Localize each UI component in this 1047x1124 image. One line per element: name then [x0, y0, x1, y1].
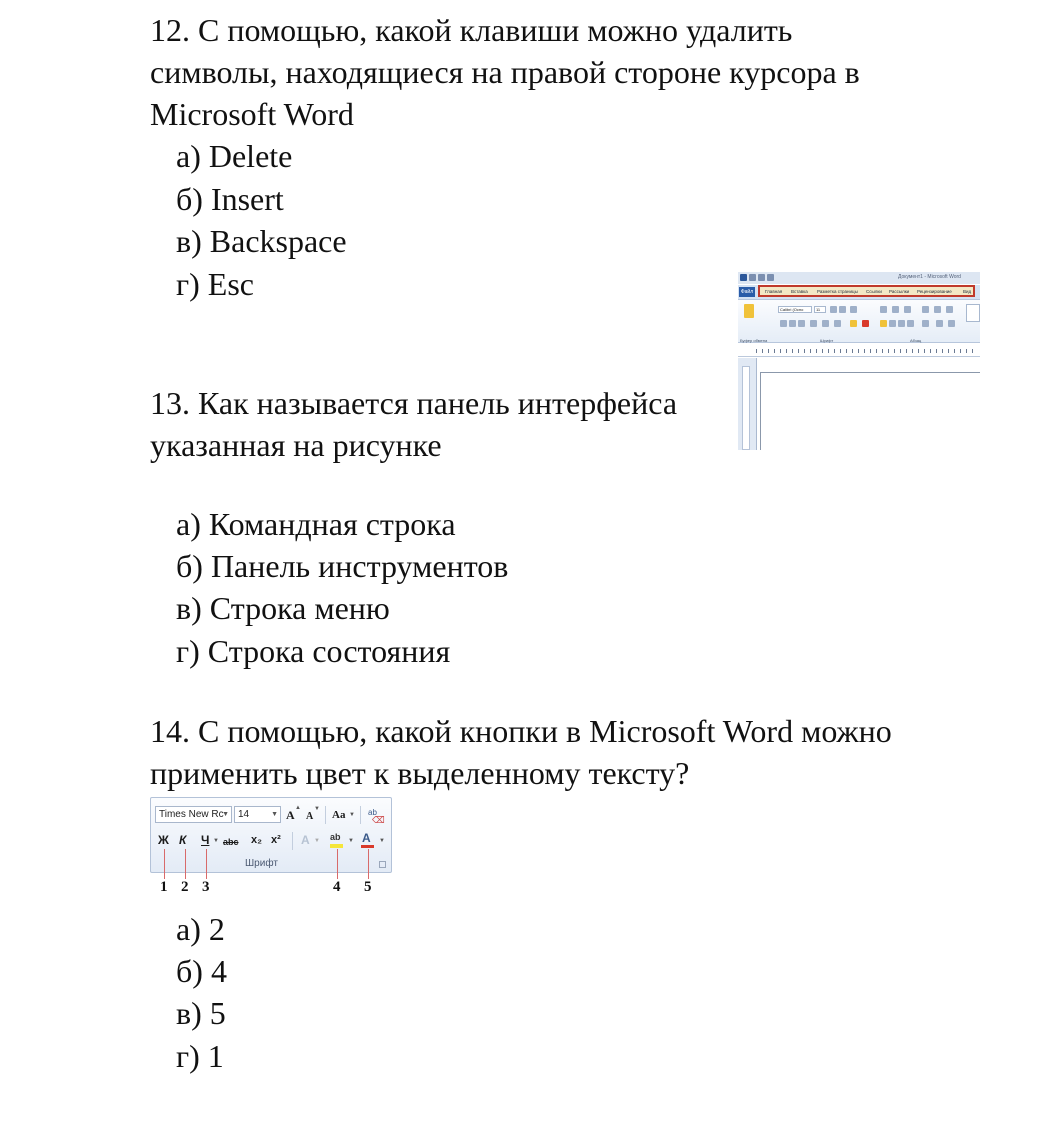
chevron-down-icon: ▼ [349, 812, 355, 818]
borders-icon [948, 320, 955, 327]
group-font-label: Шрифт [820, 338, 834, 343]
q13-option-a: а) Командная строка [176, 506, 456, 542]
chevron-down-icon: ▼ [222, 811, 229, 818]
label-leader-2 [185, 849, 186, 879]
change-case-icon: Aa [332, 809, 346, 821]
font-color-bar [361, 845, 374, 848]
eraser-icon: ⌫ [372, 815, 385, 825]
subscript-icon [822, 320, 829, 327]
shading-icon [936, 320, 943, 327]
italic-icon [789, 320, 796, 327]
q14-option-b: б) 4 [176, 953, 227, 989]
q12-option-d: г) Esc [176, 266, 254, 302]
q14-option-c: в) 5 [176, 995, 226, 1031]
subscript-button-icon: x₂ [251, 834, 263, 846]
tab-mailings: Рассылки [889, 289, 910, 294]
label-1: 1 [160, 879, 168, 895]
strikethrough-icon [810, 320, 817, 327]
document-page-corner [760, 372, 980, 450]
bullets-icon [880, 306, 887, 313]
tab-references: Ссылки [866, 289, 882, 294]
q13-option-b: б) Панель инструментов [176, 548, 509, 584]
shrink-font-icon [839, 306, 846, 313]
strikethrough-button-icon: abc [223, 837, 239, 847]
toolbar-separator [292, 832, 293, 850]
label-leader-4 [337, 849, 338, 879]
align-left-icon [880, 320, 887, 327]
chevron-down-icon: ▼ [213, 838, 219, 844]
font-name-box: Calibri (Осно [778, 306, 812, 313]
highlight-button-icon: ab [330, 832, 341, 842]
highlight-icon [850, 320, 857, 327]
underline-button-icon: Ч [201, 833, 210, 847]
font-name-value: Times New Rc [159, 809, 224, 820]
word-document-title: Документ1 - Microsoft Word [898, 274, 961, 280]
save-icon [749, 274, 756, 281]
q13-text-line-1: 13. Как называется панель интерфейса [150, 385, 678, 421]
q13-option-c: в) Строка меню [176, 590, 390, 626]
tab-review: Рецензирование [917, 289, 952, 294]
superscript-icon [834, 320, 841, 327]
q14-text-line-1: 14. С помощью, какой кнопки в Microsoft Word можно [150, 713, 892, 749]
change-case-icon [850, 306, 857, 313]
superscript-button-icon: x² [271, 834, 281, 846]
text-effects-icon: A [301, 833, 310, 847]
font-name-combo [155, 806, 232, 823]
caret-up-icon: ▲ [295, 805, 301, 811]
word-window-figure [738, 272, 980, 450]
chevron-down-icon: ▼ [271, 811, 278, 818]
label-2: 2 [181, 879, 189, 895]
chevron-down-icon: ▼ [348, 838, 354, 844]
chevron-down-icon: ▼ [379, 838, 385, 844]
undo-icon [758, 274, 765, 281]
q13-option-d: г) Строка состояния [176, 633, 451, 669]
multilevel-list-icon [904, 306, 911, 313]
tab-home: Главная [765, 289, 783, 294]
q14-option-d: г) 1 [176, 1038, 224, 1074]
shrink-font-icon: A [306, 811, 314, 822]
chevron-down-icon: ▼ [314, 838, 320, 844]
dialog-launcher-icon [379, 861, 386, 868]
q13-text-line-2: указанная на рисунке [150, 427, 442, 463]
justify-icon [907, 320, 914, 327]
grow-font-icon: A [286, 808, 295, 822]
tab-page-layout: Разметка страницы [817, 289, 858, 294]
font-size-value: 14 [238, 809, 250, 820]
tab-view: Вид [963, 289, 972, 294]
group-clipboard-label: Буфер обмена [740, 338, 768, 343]
file-tab: Файл [740, 289, 754, 295]
font-size-combo [234, 806, 281, 823]
paste-icon [744, 304, 754, 318]
sort-icon [934, 306, 941, 313]
label-3: 3 [202, 879, 210, 895]
horizontal-ruler [738, 346, 980, 357]
q14-option-a: а) 2 [176, 911, 225, 947]
label-leader-5 [368, 849, 369, 879]
ribbon-panel [738, 300, 980, 343]
bold-button-icon: Ж [158, 833, 169, 847]
font-group-figure [150, 797, 392, 902]
word-logo-icon [740, 274, 747, 281]
redo-icon [767, 274, 774, 281]
q12-option-c: в) Backspace [176, 223, 347, 259]
q12-option-a: а) Delete [176, 138, 293, 174]
label-4: 4 [333, 879, 341, 895]
numbering-icon [892, 306, 899, 313]
bold-icon [780, 320, 787, 327]
font-size-box: 11 [814, 306, 826, 313]
q12-text-line-1: 12. С помощью, какой клавиши можно удалить [150, 12, 793, 48]
line-spacing-icon [922, 320, 929, 327]
label-leader-3 [206, 849, 207, 879]
toolbar-separator [325, 806, 326, 824]
q12-text-line-3: Microsoft Word [150, 96, 354, 132]
label-leader-1 [164, 849, 165, 879]
align-center-icon [889, 320, 896, 327]
font-group-label: Шрифт [245, 858, 278, 869]
q14-text-line-2: применить цвет к выделенному тексту? [150, 755, 690, 791]
font-color-icon [862, 320, 869, 327]
toolbar-separator [360, 806, 361, 824]
label-5: 5 [364, 879, 372, 895]
italic-button-icon: К [179, 833, 187, 847]
indent-icon [922, 306, 929, 313]
vertical-ruler [738, 358, 757, 450]
tab-insert: Вставка [791, 289, 808, 294]
q12-option-b: б) Insert [176, 181, 284, 217]
caret-down-icon: ▼ [314, 806, 320, 812]
group-paragraph-label: Абзац [910, 338, 922, 343]
styles-gallery [966, 304, 980, 322]
underline-icon [798, 320, 805, 327]
align-right-icon [898, 320, 905, 327]
pilcrow-icon [946, 306, 953, 313]
grow-font-icon [830, 306, 837, 313]
highlight-color-bar [330, 844, 343, 848]
font-color-button-icon: A [362, 831, 371, 845]
q12-text-line-2: символы, находящиеся на правой стороне курсора в [150, 54, 860, 90]
clear-formatting-icon: ab [368, 808, 377, 817]
